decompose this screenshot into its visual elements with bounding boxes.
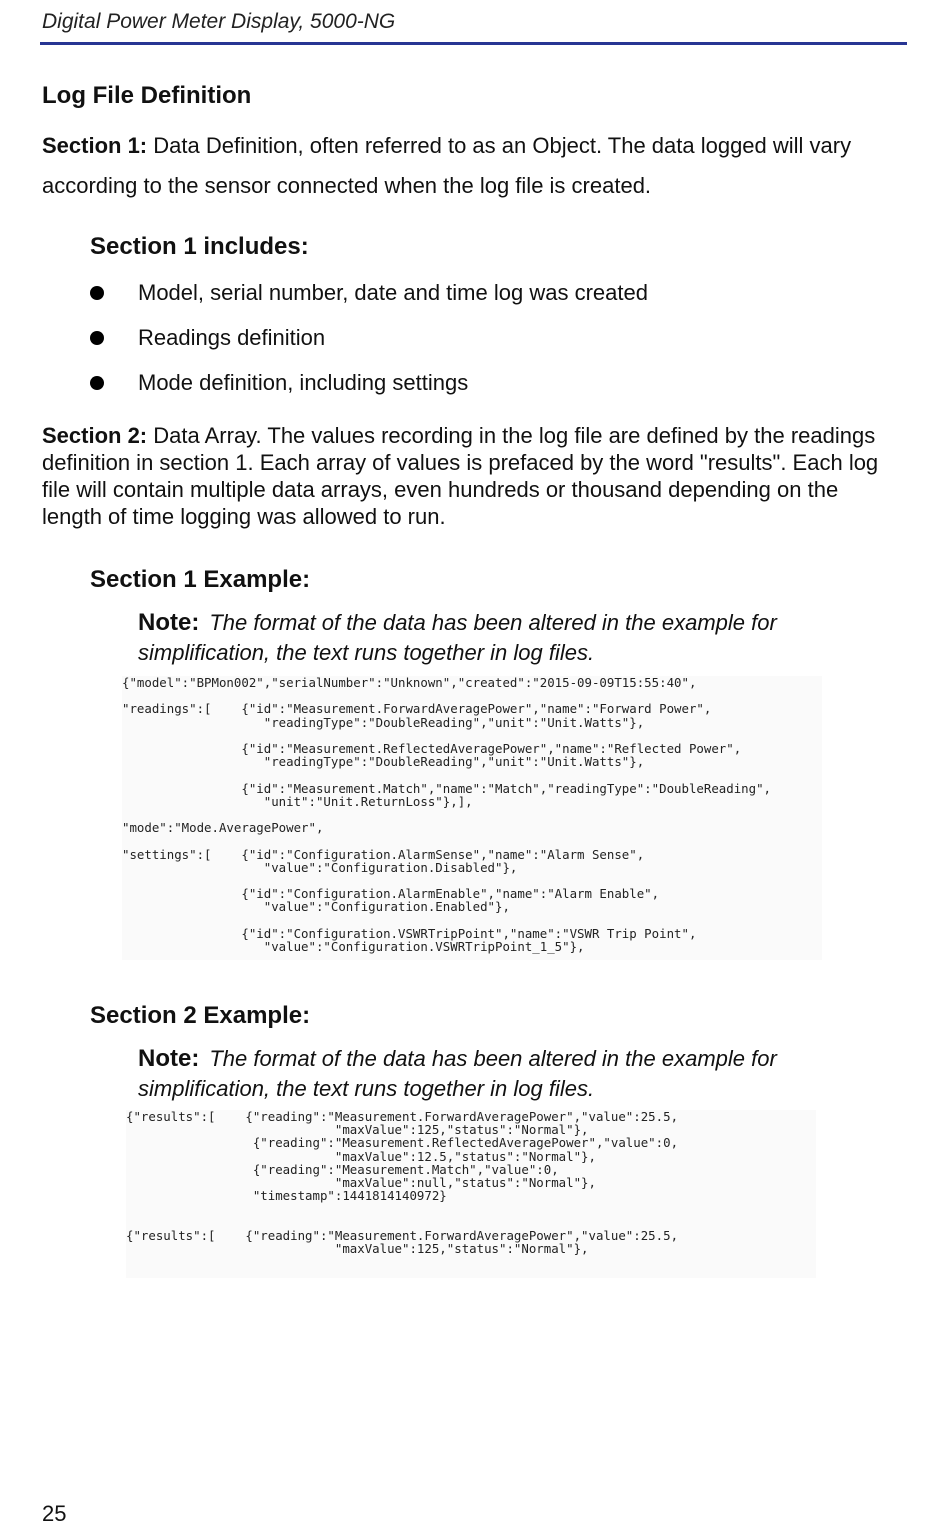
list-item xyxy=(90,280,648,325)
bullet-icon xyxy=(90,286,104,300)
section2-label: Section 2: xyxy=(42,423,148,448)
list-item xyxy=(90,370,648,415)
page-title: Log File Definition xyxy=(42,82,252,109)
section1-label: Section 1: xyxy=(42,133,148,158)
note-text: The format of the data has been altered in the example for simplification, the text runs together in log files. xyxy=(138,1046,777,1101)
example2-code-block: {"results":[ {"reading":"Measurement.ForwardAveragePower","value":25.5, "maxValue":125,"status":"Normal"}, {"reading":"Measurement.ReflectedAveragePower","value":0, "maxValue":12.5,"status":"Normal"}, {"reading":"Measurement.Match","value":0, "maxValue":null,"status":"Normal"}, "timestamp":1441814140972} {"results":[ {"reading":"Measurement.ForwardAveragePower","value":25.5, "maxValue":125,"status":"Normal"}, xyxy=(126,1110,816,1278)
section1-includes-heading: Section 1 includes: xyxy=(90,233,309,260)
example2-note xyxy=(138,1044,878,1104)
note-text: The format of the data has been altered in the example for simplification, the text runs together in log files. xyxy=(138,610,777,665)
note-label: Note: xyxy=(138,1045,200,1072)
section1-example-heading: Section 1 Example: xyxy=(90,566,311,593)
section2-description xyxy=(42,422,902,530)
list-item xyxy=(90,325,648,370)
running-header: Digital Power Meter Display, 5000-NG xyxy=(42,10,396,33)
section2-example-heading: Section 2 Example: xyxy=(90,1002,311,1029)
section1-description xyxy=(42,126,902,206)
section2-text: Data Array. The values recording in the log file are defined by the readings definition in section 1. Each array of values is prefaced by the word "results". Each log file will contain multiple data arrays, even hundreds or thousand depending on the length of time logging was allowed to run. xyxy=(42,423,879,529)
note-label: Note: xyxy=(138,609,200,636)
header-divider xyxy=(40,42,907,45)
example1-note xyxy=(138,608,878,668)
bullet-icon xyxy=(90,331,104,345)
section1-bullet-list xyxy=(90,280,648,415)
bullet-text: Readings definition xyxy=(138,325,326,350)
page-number: 25 xyxy=(42,1501,67,1526)
example1-code-block: {"model":"BPMon002","serialNumber":"Unknown","created":"2015-09-09T15:55:40", "readings":[ {"id":"Measurement.ForwardAveragePower","name":"Forward Power", "readingType":"DoubleReading","unit":"Unit.Watts"}, {"id":"Measurement.ReflectedAveragePower","name":"Reflected Power", "readingType":"DoubleReading","unit":"Unit.Watts"}, {"id":"Measurement.Match","name":"Match","readingType":"DoubleReading", "unit":"Unit.ReturnLoss"},], "mode":"Mode.AveragePower", "settings":[ {"id":"Configuration.AlarmSense","name":"Alarm Sense", "value":"Configuration.Disabled"}, {"id":"Configuration.AlarmEnable","name":"Alarm Enable", "value":"Configuration.Enabled"}, {"id":"Configuration.VSWRTripPoint","name":"VSWR Trip Point", "value":"Configuration.VSWRTripPoint_1_5"}, xyxy=(122,676,822,960)
bullet-text: Mode definition, including settings xyxy=(138,370,469,395)
section1-text: Data Definition, often referred to as an Object. The data logged will vary according to the sensor connected when the log file is created. xyxy=(42,133,852,198)
bullet-text: Model, serial number, date and time log was created xyxy=(138,280,648,305)
bullet-icon xyxy=(90,376,104,390)
